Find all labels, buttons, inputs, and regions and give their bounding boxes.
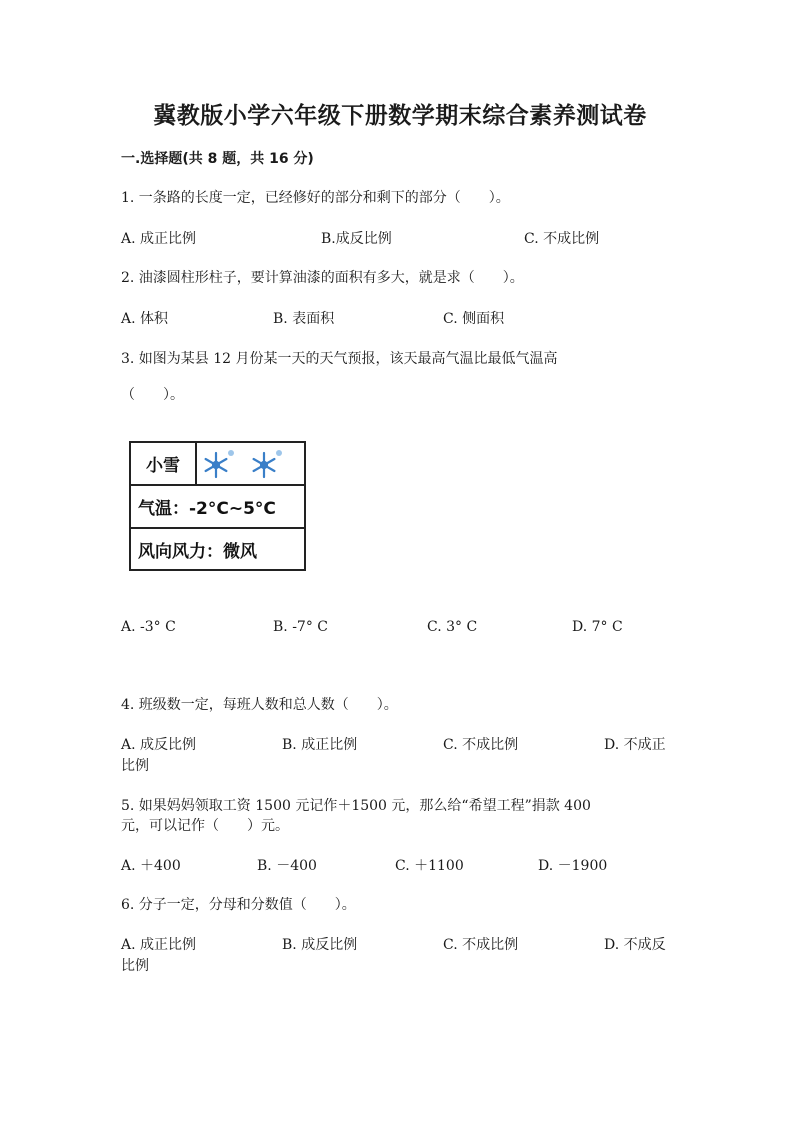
- q3-option-c: C. 3° C: [427, 619, 478, 635]
- question-6-stem: 6. 分子一定，分母和分数值（ ）。: [121, 897, 356, 913]
- q4-option-b: B. 成正比例: [282, 737, 358, 753]
- q5-option-d: D. －1900: [538, 858, 608, 874]
- weather-condition: 小雪: [131, 443, 197, 484]
- q6-option-d-cont: 比例: [121, 958, 149, 974]
- weather-temperature: 气温：-2°C~5°C: [138, 499, 276, 519]
- q4-option-d: D. 不成正: [604, 737, 666, 753]
- section-heading: 一.选择题(共 8 题，共 16 分): [121, 151, 314, 167]
- q2-option-b: B. 表面积: [273, 311, 335, 327]
- weather-forecast-image: [129, 441, 306, 571]
- q6-option-a: A. 成正比例: [121, 937, 197, 953]
- q4-option-c: C. 不成比例: [443, 737, 519, 753]
- page-title: 冀教版小学六年级下册数学期末综合素养测试卷: [153, 103, 647, 129]
- question-2-stem: 2. 油漆圆柱形柱子，要计算油漆的面积有多大，就是求（ ）。: [121, 270, 524, 286]
- q2-option-c: C. 侧面积: [443, 311, 505, 327]
- q2-option-a: A. 体积: [121, 311, 169, 327]
- question-4-stem: 4. 班级数一定，每班人数和总人数（ ）。: [121, 697, 398, 713]
- q3-option-b: B. -7° C: [273, 619, 328, 635]
- q3-option-a: A. -3° C: [121, 619, 176, 635]
- q4-option-d-cont: 比例: [121, 758, 149, 774]
- weather-wind: 风向风力：微风: [138, 541, 257, 562]
- q6-option-c: C. 不成比例: [443, 937, 519, 953]
- q6-option-b: B. 成反比例: [282, 937, 358, 953]
- question-3-stem-cont: （ ）。: [121, 387, 184, 403]
- q5-option-a: A. ＋400: [121, 858, 181, 874]
- question-5-stem-cont: 元，可以记作（ ）元。: [121, 818, 289, 834]
- snowflake-icon: [206, 453, 227, 477]
- weather-row-wind: [131, 529, 304, 569]
- q5-option-c: C. ＋1100: [395, 858, 464, 874]
- q4-option-a: A. 成反比例: [121, 737, 197, 753]
- weather-row-temperature: [131, 486, 304, 529]
- q6-option-d: D. 不成反: [604, 937, 666, 953]
- snowflake-icon: [254, 453, 275, 477]
- question-3-stem: 3. 如图为某县 12 月份某一天的天气预报，该天最高气温比最低气温高: [121, 351, 558, 367]
- snowflake-icons: [201, 447, 301, 485]
- q5-option-b: B. －400: [257, 858, 317, 874]
- q1-option-a: A. 成正比例: [121, 231, 197, 247]
- question-1-stem: 1. 一条路的长度一定，已经修好的部分和剩下的部分（ ）。: [121, 190, 510, 206]
- question-5-stem: 5. 如果妈妈领取工资 1500 元记作＋1500 元，那么给“希望工程”捐款 400: [121, 798, 591, 814]
- q3-option-d: D. 7° C: [572, 619, 623, 635]
- q1-option-c: C. 不成比例: [524, 231, 600, 247]
- q1-option-b: B.成反比例: [321, 231, 392, 247]
- weather-row-condition: [131, 443, 304, 486]
